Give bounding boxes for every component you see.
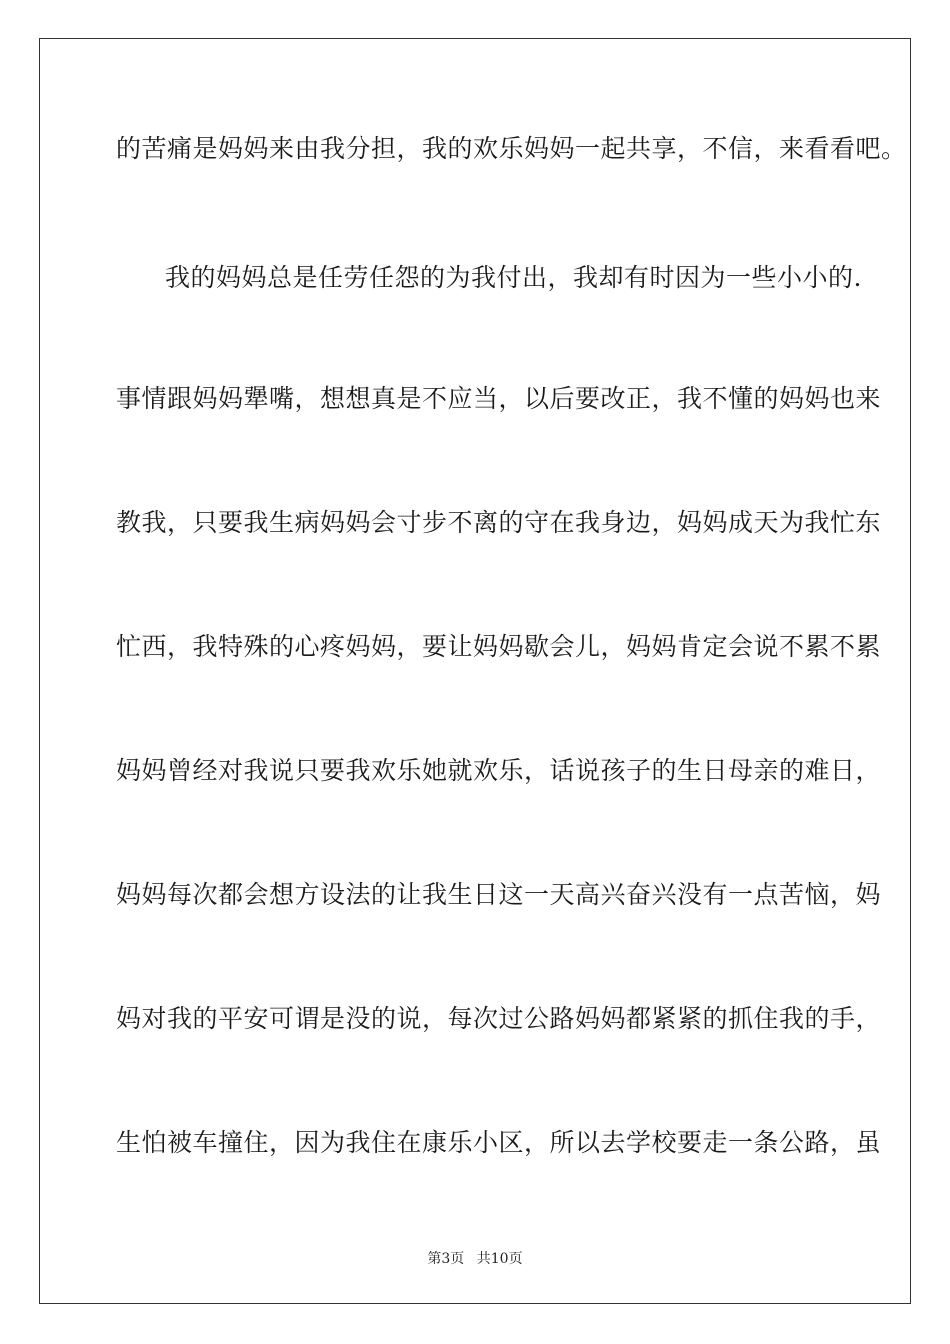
text-line: 的苦痛是妈妈来由我分担，我的欢乐妈妈一起共享，不信，来看看吧。 — [116, 134, 907, 163]
paragraph-first-line: 我的妈妈总是任劳任怨的为我付出，我却有时因为一些小小的. — [165, 263, 862, 292]
page-total: 共10页 — [476, 1251, 523, 1267]
text-line: 事情跟妈妈犟嘴，想想真是不应当，以后要改正，我不懂的妈妈也来 — [116, 384, 882, 413]
text-line: 忙西，我特殊的心疼妈妈，要让妈妈歇会儿，妈妈肯定会说不累不累 — [116, 632, 882, 661]
text-line: 妈妈每次都会想方设法的让我生日这一天高兴奋兴没有一点苦恼，妈 — [116, 880, 882, 909]
page-number: 第3页 — [427, 1251, 465, 1267]
text-line: 妈对我的平安可谓是没的说，每次过公路妈妈都紧紧的抓住我的手， — [116, 1004, 882, 1033]
text-line: 教我，只要我生病妈妈会寸步不离的守在我身边，妈妈成天为我忙东 — [116, 508, 882, 537]
page-frame — [39, 38, 911, 1304]
text-line: 生怕被车撞住，因为我住在康乐小区，所以去学校要走一条公路，虽 — [116, 1128, 882, 1157]
page-footer — [0, 1248, 950, 1268]
text-line: 妈妈曾经对我说只要我欢乐她就欢乐，话说孩子的生日母亲的难日， — [116, 756, 882, 785]
